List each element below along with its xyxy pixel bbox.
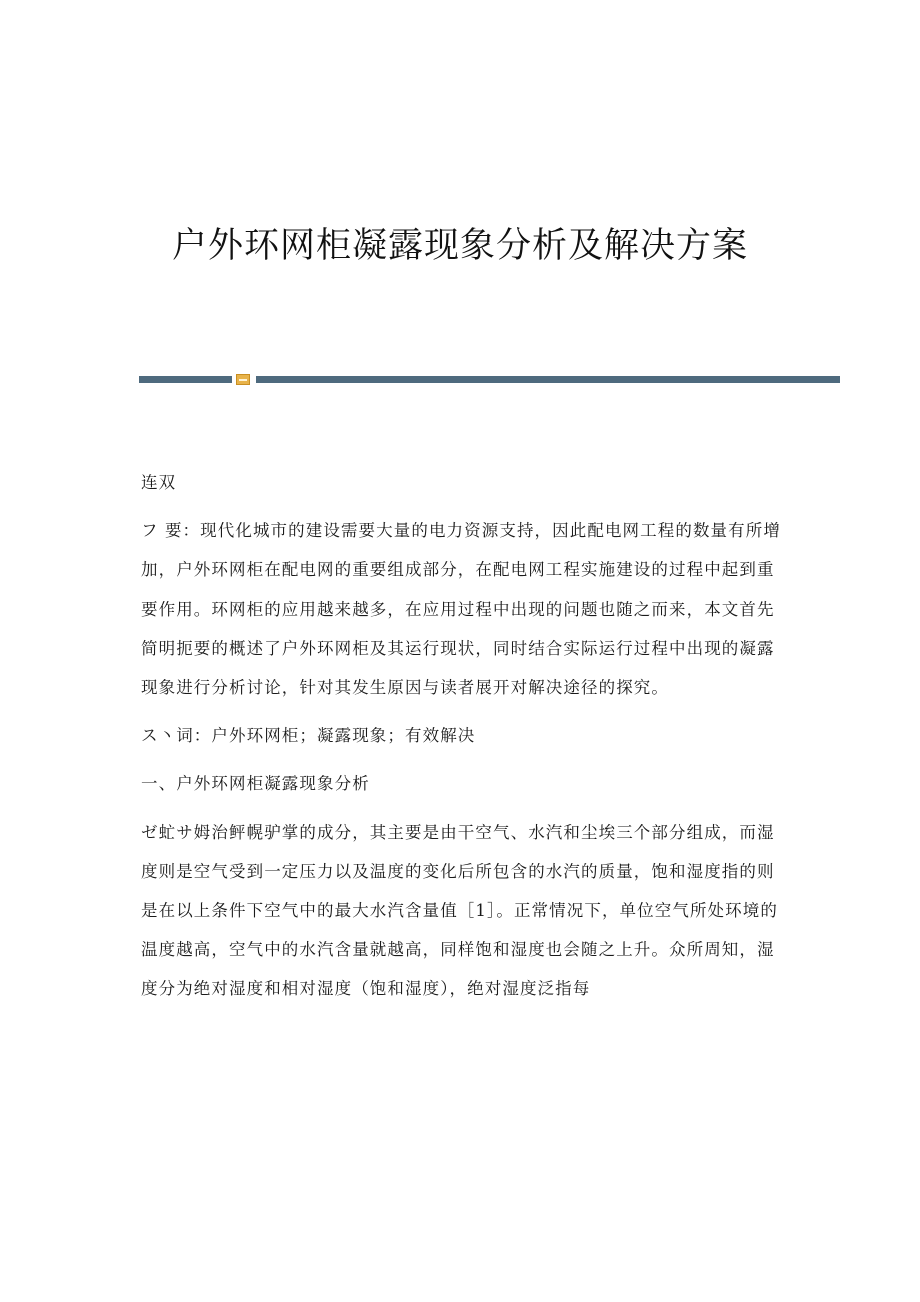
divider-marker-icon [236, 374, 250, 385]
title-divider [139, 374, 840, 384]
author: 连双 [141, 473, 177, 492]
section-heading: 一、户外环网柜凝露现象分析 [141, 774, 370, 794]
document-body [141, 463, 781, 1019]
keywords: ス丶词：户外环网柜；凝露现象；有效解决 [141, 726, 476, 746]
section-paragraph: ゼ虻サ姆治鲆幌驴掌的成分，其主要是由干空气、水汽和尘埃三个部分组成，而湿度则是空气受到一定压力以及温度的变化后所包含的水汽的质量，饱和湿度指的则是在以上条件下空气中的最大水汽含量值［1］。正常情况下，单位空气所处环境的温度越高，空气中的水汽含量就越高，同样饱和湿度也会随之上升。众所周知，湿度分为绝对湿度和相对湿度（饱和湿度），绝对湿度泛指每 [141, 822, 778, 999]
abstract: フ 要：现代化城市的建设需要大量的电力资源支持，因此配电网工程的数量有所增加，户外环网柜在配电网的重要组成部分，在配电网工程实施建设的过程中起到重要作用。环网柜的应用越来越多，在应用过程中出现的问题也随之而来，本文首先简明扼要的概述了户外环网柜及其运行现状，同时结合实际运行过程中出现的凝露现象进行分析讨论，针对其发生原因与读者展开对解决途径的探究。 [141, 521, 781, 698]
divider-bar-right [256, 376, 840, 383]
document-title: 户外环网柜凝露现象分析及解决方案 [171, 226, 748, 266]
divider-bar-left [139, 376, 232, 383]
